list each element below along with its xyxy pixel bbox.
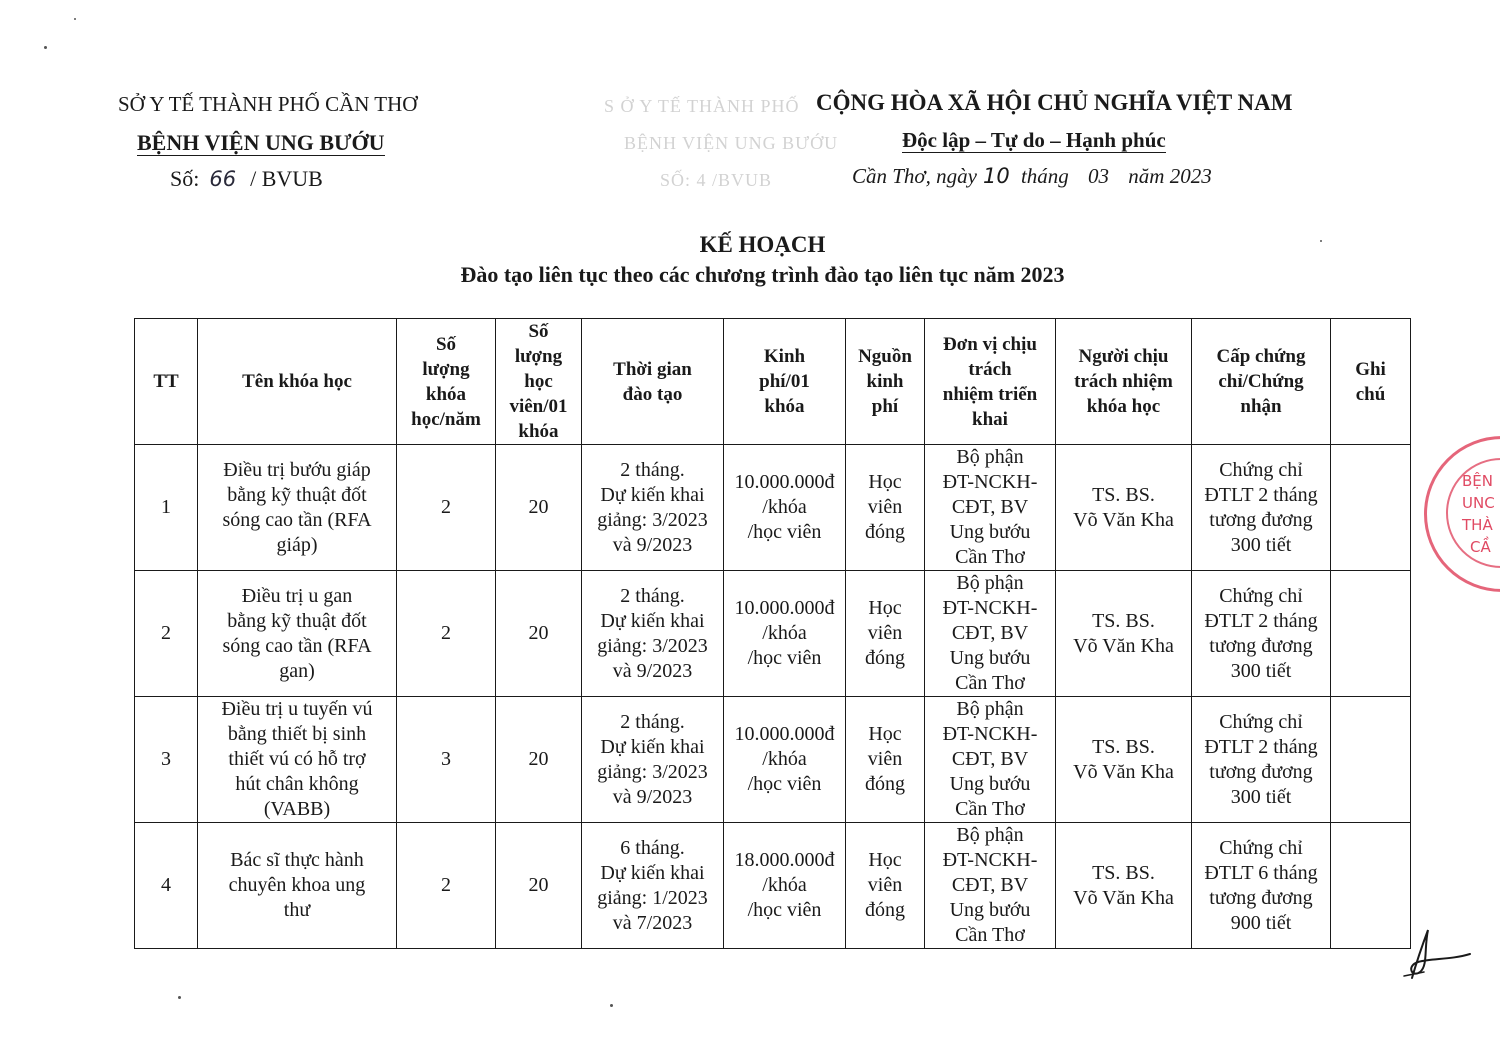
cell-certificate: Chứng chỉ ĐTLT 2 tháng tương đương 300 tiết [1192, 445, 1331, 571]
seal-text: THÀ [1462, 516, 1493, 534]
cell-note [1331, 571, 1411, 697]
place-prefix: Cần Thơ, ngày [852, 164, 977, 188]
bleed-through-text: SỐ: 4 /BVUB [660, 170, 773, 190]
cell-funding: Học viên đóng [846, 571, 925, 697]
header-duration: Thời gian đào tạo [582, 319, 724, 445]
cell-fee: 10.000.000đ /khóa /học viên [724, 571, 846, 697]
bleed-through-text: BỆNH VIỆN UNG BƯỚU [624, 133, 839, 153]
seal-text: UNC [1462, 494, 1495, 512]
header-funding: Nguồn kinh phí [846, 319, 925, 445]
header-unit: Đơn vị chịu trách nhiệm triển khai [925, 319, 1056, 445]
cell-fee: 18.000.000đ /khóa /học viên [724, 823, 846, 949]
date-month: 03 [1088, 164, 1110, 188]
header-students: Số lượng học viên/01 khóa [496, 319, 582, 445]
table-row [135, 823, 1411, 949]
document-date [852, 164, 1212, 189]
cell-funding: Học viên đóng [846, 823, 925, 949]
cell-tt: 4 [135, 823, 198, 949]
scan-speck [44, 46, 47, 49]
month-label: tháng [1020, 164, 1069, 188]
table-row [135, 445, 1411, 571]
scan-speck [74, 18, 76, 20]
header-responsible: Người chịu trách nhiệm khóa học [1056, 319, 1192, 445]
cell-fee: 10.000.000đ /khóa /học viên [724, 697, 846, 823]
cell-funding: Học viên đóng [846, 697, 925, 823]
cell-duration: 2 tháng. Dự kiến khai giảng: 3/2023 và 9/2023 [582, 571, 724, 697]
cell-responsible: TS. BS. Võ Văn Kha [1056, 823, 1192, 949]
cell-courses-per-year: 2 [397, 571, 496, 697]
number-label: Số: [170, 166, 200, 191]
cell-certificate: Chứng chỉ ĐTLT 2 tháng tương đương 300 tiết [1192, 571, 1331, 697]
cell-responsible: TS. BS. Võ Văn Kha [1056, 571, 1192, 697]
document-subtitle: Đào tạo liên tục theo các chương trình đào tạo liên tục năm 2023 [460, 262, 1065, 287]
header-note: Ghi chú [1331, 319, 1411, 445]
cell-responsible: TS. BS. Võ Văn Kha [1056, 697, 1192, 823]
training-plan-table [134, 318, 1411, 949]
seal-text: CẦ [1470, 538, 1491, 556]
cell-duration: 2 tháng. Dự kiến khai giảng: 3/2023 và 9/2023 [582, 445, 724, 571]
number-value: 66 [209, 167, 237, 191]
cell-courses-per-year: 3 [397, 697, 496, 823]
national-motto [902, 128, 1166, 153]
national-motto-text: Độc lập – Tự do – Hạnh phúc [902, 128, 1166, 152]
hospital-name [137, 130, 385, 156]
cell-certificate: Chứng chỉ ĐTLT 6 tháng tương đương 900 tiết [1192, 823, 1331, 949]
cell-students: 20 [496, 697, 582, 823]
date-day: 10 [982, 164, 1010, 188]
country-name: CỘNG HÒA XÃ HỘI CHỦ NGHĨA VIỆT NAM [816, 90, 1293, 115]
bleed-through-text: S Ở Y TẾ THÀNH PHỐ [604, 96, 800, 116]
cell-duration: 2 tháng. Dự kiến khai giảng: 3/2023 và 9/2023 [582, 697, 724, 823]
header-certificate: Cấp chứng chỉ/Chứng nhận [1192, 319, 1331, 445]
cell-students: 20 [496, 823, 582, 949]
hospital-name-text: BỆNH VIỆN UNG BƯỚU [137, 130, 385, 155]
cell-tt: 3 [135, 697, 198, 823]
cell-unit: Bộ phận ĐT-NCKH- CĐT, BV Ung bướu Cần Thơ [925, 445, 1056, 571]
document-title: KẾ HOẠCH [699, 232, 826, 257]
cell-students: 20 [496, 571, 582, 697]
header-tt: TT [135, 319, 198, 445]
cell-responsible: TS. BS. Võ Văn Kha [1056, 445, 1192, 571]
cell-duration: 6 tháng. Dự kiến khai giảng: 1/2023 và 7/2023 [582, 823, 724, 949]
table-row [135, 571, 1411, 697]
cell-certificate: Chứng chỉ ĐTLT 2 tháng tương đương 300 tiết [1192, 697, 1331, 823]
cell-course: Điều trị u gan bằng kỹ thuật đốt sóng cao tần (RFA gan) [198, 571, 397, 697]
cell-funding: Học viên đóng [846, 445, 925, 571]
cell-tt: 2 [135, 571, 198, 697]
cell-students: 20 [496, 445, 582, 571]
cell-unit: Bộ phận ĐT-NCKH- CĐT, BV Ung bướu Cần Thơ [925, 823, 1056, 949]
cell-fee: 10.000.000đ /khóa /học viên [724, 445, 846, 571]
cell-course: Điều trị bướu giáp bằng kỹ thuật đốt sóng cao tần (RFA giáp) [198, 445, 397, 571]
scan-speck [610, 1004, 613, 1007]
cell-course: Điều trị u tuyến vú bằng thiết bị sinh thiết vú có hỗ trợ hút chân không (VABB) [198, 697, 397, 823]
header-fee: Kinh phí/01 khóa [724, 319, 846, 445]
table-row [135, 697, 1411, 823]
header-courses-per-year: Số lượng khóa học/năm [397, 319, 496, 445]
initials-signature [1398, 926, 1478, 986]
cell-unit: Bộ phận ĐT-NCKH- CĐT, BV Ung bướu Cần Thơ [925, 697, 1056, 823]
document-number [170, 166, 323, 192]
seal-text: BỆN [1462, 472, 1493, 490]
cell-tt: 1 [135, 445, 198, 571]
header-course: Tên khóa học [198, 319, 397, 445]
cell-unit: Bộ phận ĐT-NCKH- CĐT, BV Ung bướu Cần Thơ [925, 571, 1056, 697]
number-suffix: / BVUB [250, 166, 323, 191]
cell-note [1331, 445, 1411, 571]
scan-speck [178, 996, 181, 999]
year-label: năm 2023 [1128, 164, 1212, 188]
cell-courses-per-year: 2 [397, 823, 496, 949]
cell-note [1331, 697, 1411, 823]
table-header-row [135, 319, 1411, 445]
agency-name: SỞ Y TẾ THÀNH PHỐ CẦN THƠ [118, 92, 418, 116]
cell-courses-per-year: 2 [397, 445, 496, 571]
cell-course: Bác sĩ thực hành chuyên khoa ung thư [198, 823, 397, 949]
